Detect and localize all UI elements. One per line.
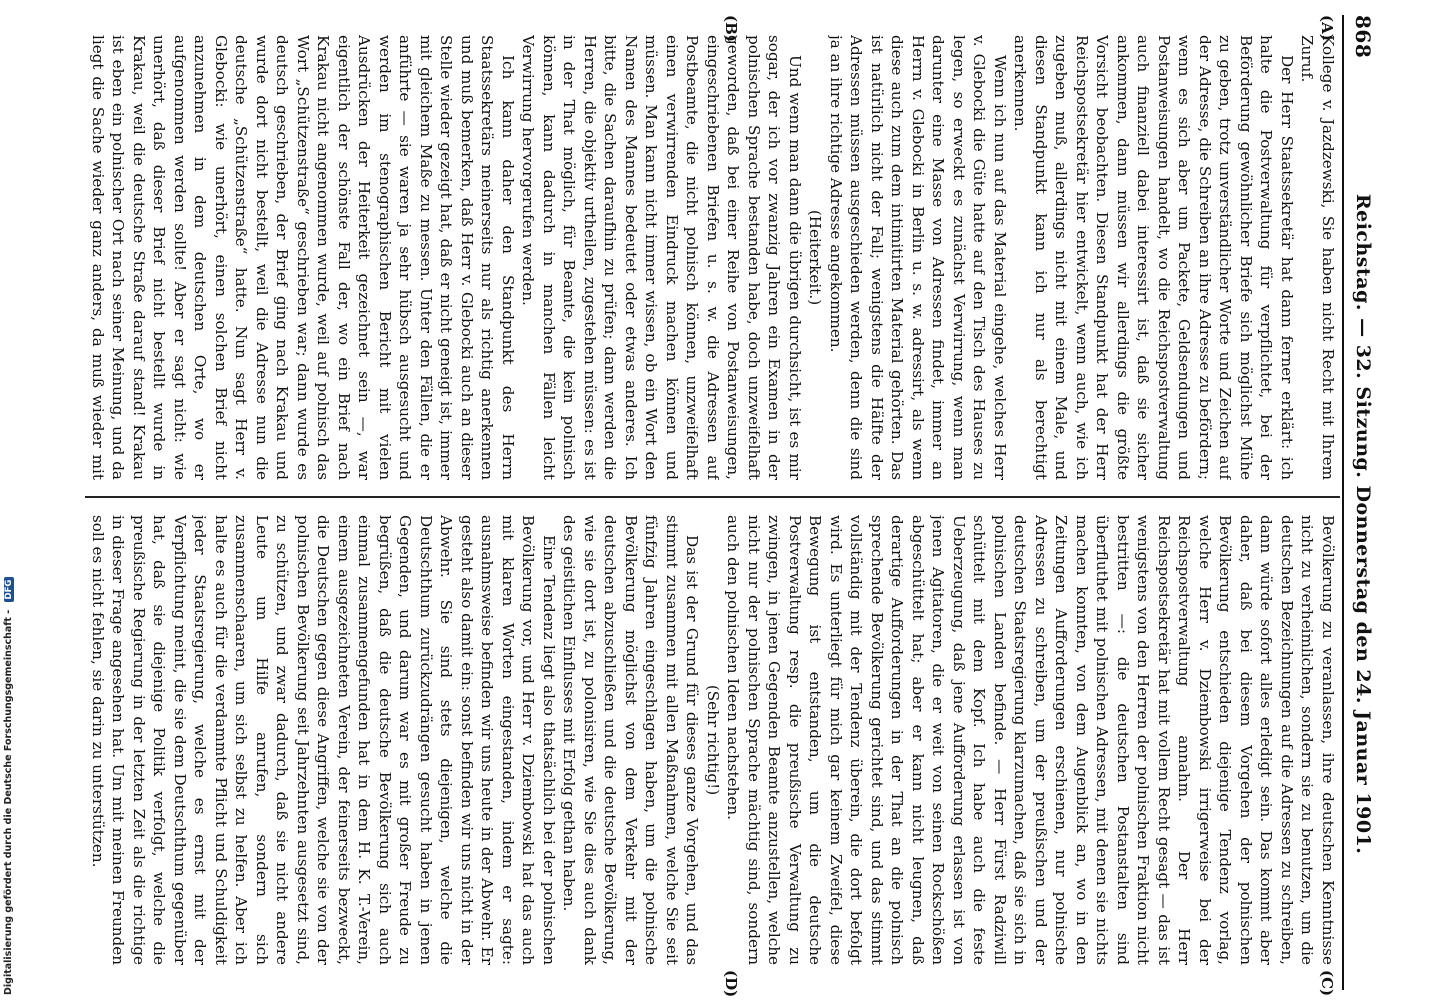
margin-mark-b: (B) [722, 15, 740, 42]
footer-credit-text: Digitalisierung gefördert durch die Deutsche Forschungsgemeinschaft - [3, 609, 14, 995]
paragraph: Bevölkerung zu veranlassen, ihre deutschen Kenntnisse nicht zu verheimlichen, sondern sie zu benutzen, um die deutschen Bezeichnungen auf die Adressen zu schreiben, dann würde sofort alles erledigt sein. Das kommt aber daher, daß bei diesem Vorgehen der polnischen Bevölkerung entschieden diejenige Tendenz vorlag, welche Herr v. Dziembowski irrigerweise bei der Reichspostverwaltung annahm. Der Herr Reichspostsekretär hat mit vollem Recht gesagt — das ist wenigstens von den Herren der polnischen Fraktion nicht bestritten —: die deutschen Postanstalten sind überfluthet mit polnischen Adressen, mit denen sie nichts machen konnten, von dem Augenblick an, wo in den Zeitungen Aufforderungen erschienen, nur polnische Adressen zu schreiben, um der preußischen und der deutschen Staatsregierung klarzumachen, daß sie sich in polnischen Landen befinde. — Herr Fürst Radziwill schüttelt mit dem Kopf. Ich habe auch die feste Ueberzeugung, daß jene Aufforderung erlassen ist von jenen Agitatoren, die er weit von seinen Rockschößen abgeschüttelt hat; aber er kann nicht leugnen, daß derartige Aufforderungen in der That an die polnisch sprechende Bevölkerung gerichtet sind, und das stimmt vollständig mit der Tendenz überein, die dort befolgt wird. Es unterliegt für mich gar keinem Zweifel, diese Bewegung ist entstanden, um die deutsche Postverwaltung resp. die preußische Verwaltung zu zwingen, in jenen Gegenden Beamte anzustellen, welche nicht nur der polnischen Sprache mächtig sind, sondern auch den polnischen Ideen nachstehen. [724, 515, 1337, 965]
page-number: 868 [1351, 15, 1375, 59]
document-page [80, 15, 1380, 998]
page-title: Reichstag. — 32. Sitzung. Donnerstag den 24. Januar 1901. [1352, 193, 1374, 855]
paragraph: Der Herr Staatssekretär hat dann ferner erklärt: ich halte die Postverwaltung für verpflichtet, bei der Beförderung gewöhnlicher Briefe sich möglichst Mühe zu geben, trotz unverständlicher Worte und Zeichen auf der Adresse, die Schreiben an ihre Adresse zu befördern; wenn es sich aber um Packete, Geldsendungen und Postanweisungen handelt, wo die Reichspostverwaltung auch finanziell dabei interessirt ist, daß sie sicher ankommen, dann müssen wir allerdings die größte Vorsicht beobachten. Diesen Standpunkt hat der Herr Reichspostsekretär hier entwickelt, wenn auch, wie ich zugeben muß, allerdings nicht mit einem Male, und diesen Standpunkt kann ich nur als berechtigt anerkennen. [1011, 35, 1296, 480]
right-column [88, 515, 1338, 965]
paragraph: Das ist der Grund für dieses ganze Vorgehen, und das stimmt zusammen mit allen Maßnahmen, welche Sie seit fünfzig Jahren eingeschlagen haben, um die polnische Bevölkerung möglichst von dem Verkehr mit der deutschen abzuschließen und die deutsche Bevölkerung, wie sie dort ist, zu polonisiren, wie Sie dies auch dank des geistlichen Einflusses mit Erfolg gethan haben. [560, 515, 702, 965]
left-column [88, 35, 1338, 480]
paragraph: (Sehr richtig!) [704, 684, 722, 796]
dfg-logo: DFG [4, 577, 14, 603]
header-rule [1342, 15, 1344, 990]
margin-mark-d: (D) [722, 970, 740, 998]
paragraph: (Heiterkeit.) [806, 209, 825, 306]
paragraph: Kollege v. Jazdzewski, Sie haben nicht Recht mit Ihrem Zuruf. [1298, 35, 1337, 480]
paragraph: Wenn ich nun auf das Material eingehe, welches Herr v. Glebocki die Güte hatte auf den Tisch des Hauses zu legen, so erweckt es zunächst Verwirrung, wenn man darunter eine Masse von Adressen findet, immer an Herrn v. Glebocki in Berlin u. s. w. adressirt, als wenn diese auch zum dem intimitirten Material gehörten. Das ist natürlich nicht der Fall; wenigstens die Hälfte der Adressen müssen ausgeschieden werden, denn die sind ja an ihre richtige Adresse angekommen. [827, 35, 1009, 480]
column-divider [85, 496, 1340, 498]
paragraph: Und wenn man dann die übrigen durchsicht, ist es mir sogar, der ich vor zwanzig Jahren ein Examen in der polnischen Sprache bestanden habe, doch unzweifelhaft geworden, daß bei einer Reihe von Postanweisungen, eingeschriebenen Briefen u. s. w. die Adressen auf Postbeamte, die nicht polnisch können, unzweifelhaft einen verwirrenden Eindruck machen können und müssen. Man kann nicht immer wissen, ob ein Wort den Namen des Mannes bedeutet oder etwas anderes. Ich bitte, die Sachen daraufhin zu prüfen; dann werden die Herren, die objektiv urtheilen, zugestehen müssen: es ist in der That möglich, für Beamte, die kein polnisch können, kann dadurch in manchen Fällen leicht Verwirrung hervorgerufen werden. [519, 35, 804, 480]
paragraph: Eine Tendenz liegt also thatsächlich bei der polnischen Bevölkerung vor, und Herr v. Dziembowski hat das auch mit klaren Worten eingestanden, indem er sagte: ausnahmsweise befinden wir uns heute in der Abwehr. Er gesteht also damit ein: sonst befinden wir uns nicht in der Abwehr. Sie sind stets diejenigen, welche die Deutschthum zurückzudrängen gesucht haben in jenen Gegenden, und darum war es mit großer Freude zu begrüßen, daß die deutsche Bevölkerung sich auch einmal zusammengefunden hat in dem H. K. T.-Verein, einem ausgezeichneten Verein, der feinerseits bezweckt, die Deutschen gegen diese Angriffen, welche sie von der polnischen Bevölkerung seit Jahrzehnten ausgesetzt sind, zu schützen, und zwar dadurch, daß sie nicht andere Leute um Hilfe anrufen, sondern sich zusammenschaaren, um sich selbst zu helfen. Aber ich halte es auch für die verdammte Pflicht und Schuldigkeit jeder Staatsregierung, welche es ernst mit der Verpflichtung meint, die sie dem Deutschthum gegenüber hat, daß sie diejenige Politik verfolgt, welche die preußische Regierung in der letzten Zeit als die richtige in dieser Frage angesehen hat. Um mit meinen Freunden soll es nicht fehlen, sie darin zu unterstützen. [89, 515, 558, 965]
paragraph: Ich kann daher den Standpunkt des Herrn Staatssekretärs meinerseits nur als richtig anerkennen und muß bemerken, daß Herr v. Glebocki auch an dieser Stelle wieder gezeigt hat, daß er nicht geneigt ist, immer mit gleichem Maße zu messen. Unter den Fällen, die er anführte — sie waren ja sehr hübsch ausgesucht und werden im stenographischen Bericht mit vielen Ausdrücken der Heiterkeit gezeichnet sein —, war eigentlich der schönste Fall der, wo ein Brief nach Krakau nicht angenommen wurde, weil auf polnisch das Wort „Schützenstraße“ geschrieben war; dann wurde es deutsch geschrieben, der Brief ging nach Krakau und wurde dort nicht bestellt, weil die Adresse nun die deutsche „Schützenstraße“ hatte. Nun sagt Herr v. Glebocki: wie unerhört, einen solchen Brief nicht anzunehmen in dem deutschen Orte, wo er aufgenommen werden sollte! Aber er sagt nicht: wie unerhört, daß dieser Brief nicht bestellt wurde in Krakau, weil die deutsche Straße darauf stand! Krakau ist eben ein polnischer Ort nach seiner Meinung, und da liegt die Sache wieder ganz anders, da muß wieder mit [89, 35, 517, 480]
margin-mark-a: (A) [1318, 15, 1336, 41]
footer-credit [0, 0, 16, 1000]
page-header [1346, 15, 1380, 990]
margin-mark-c: (C) [1318, 970, 1336, 997]
